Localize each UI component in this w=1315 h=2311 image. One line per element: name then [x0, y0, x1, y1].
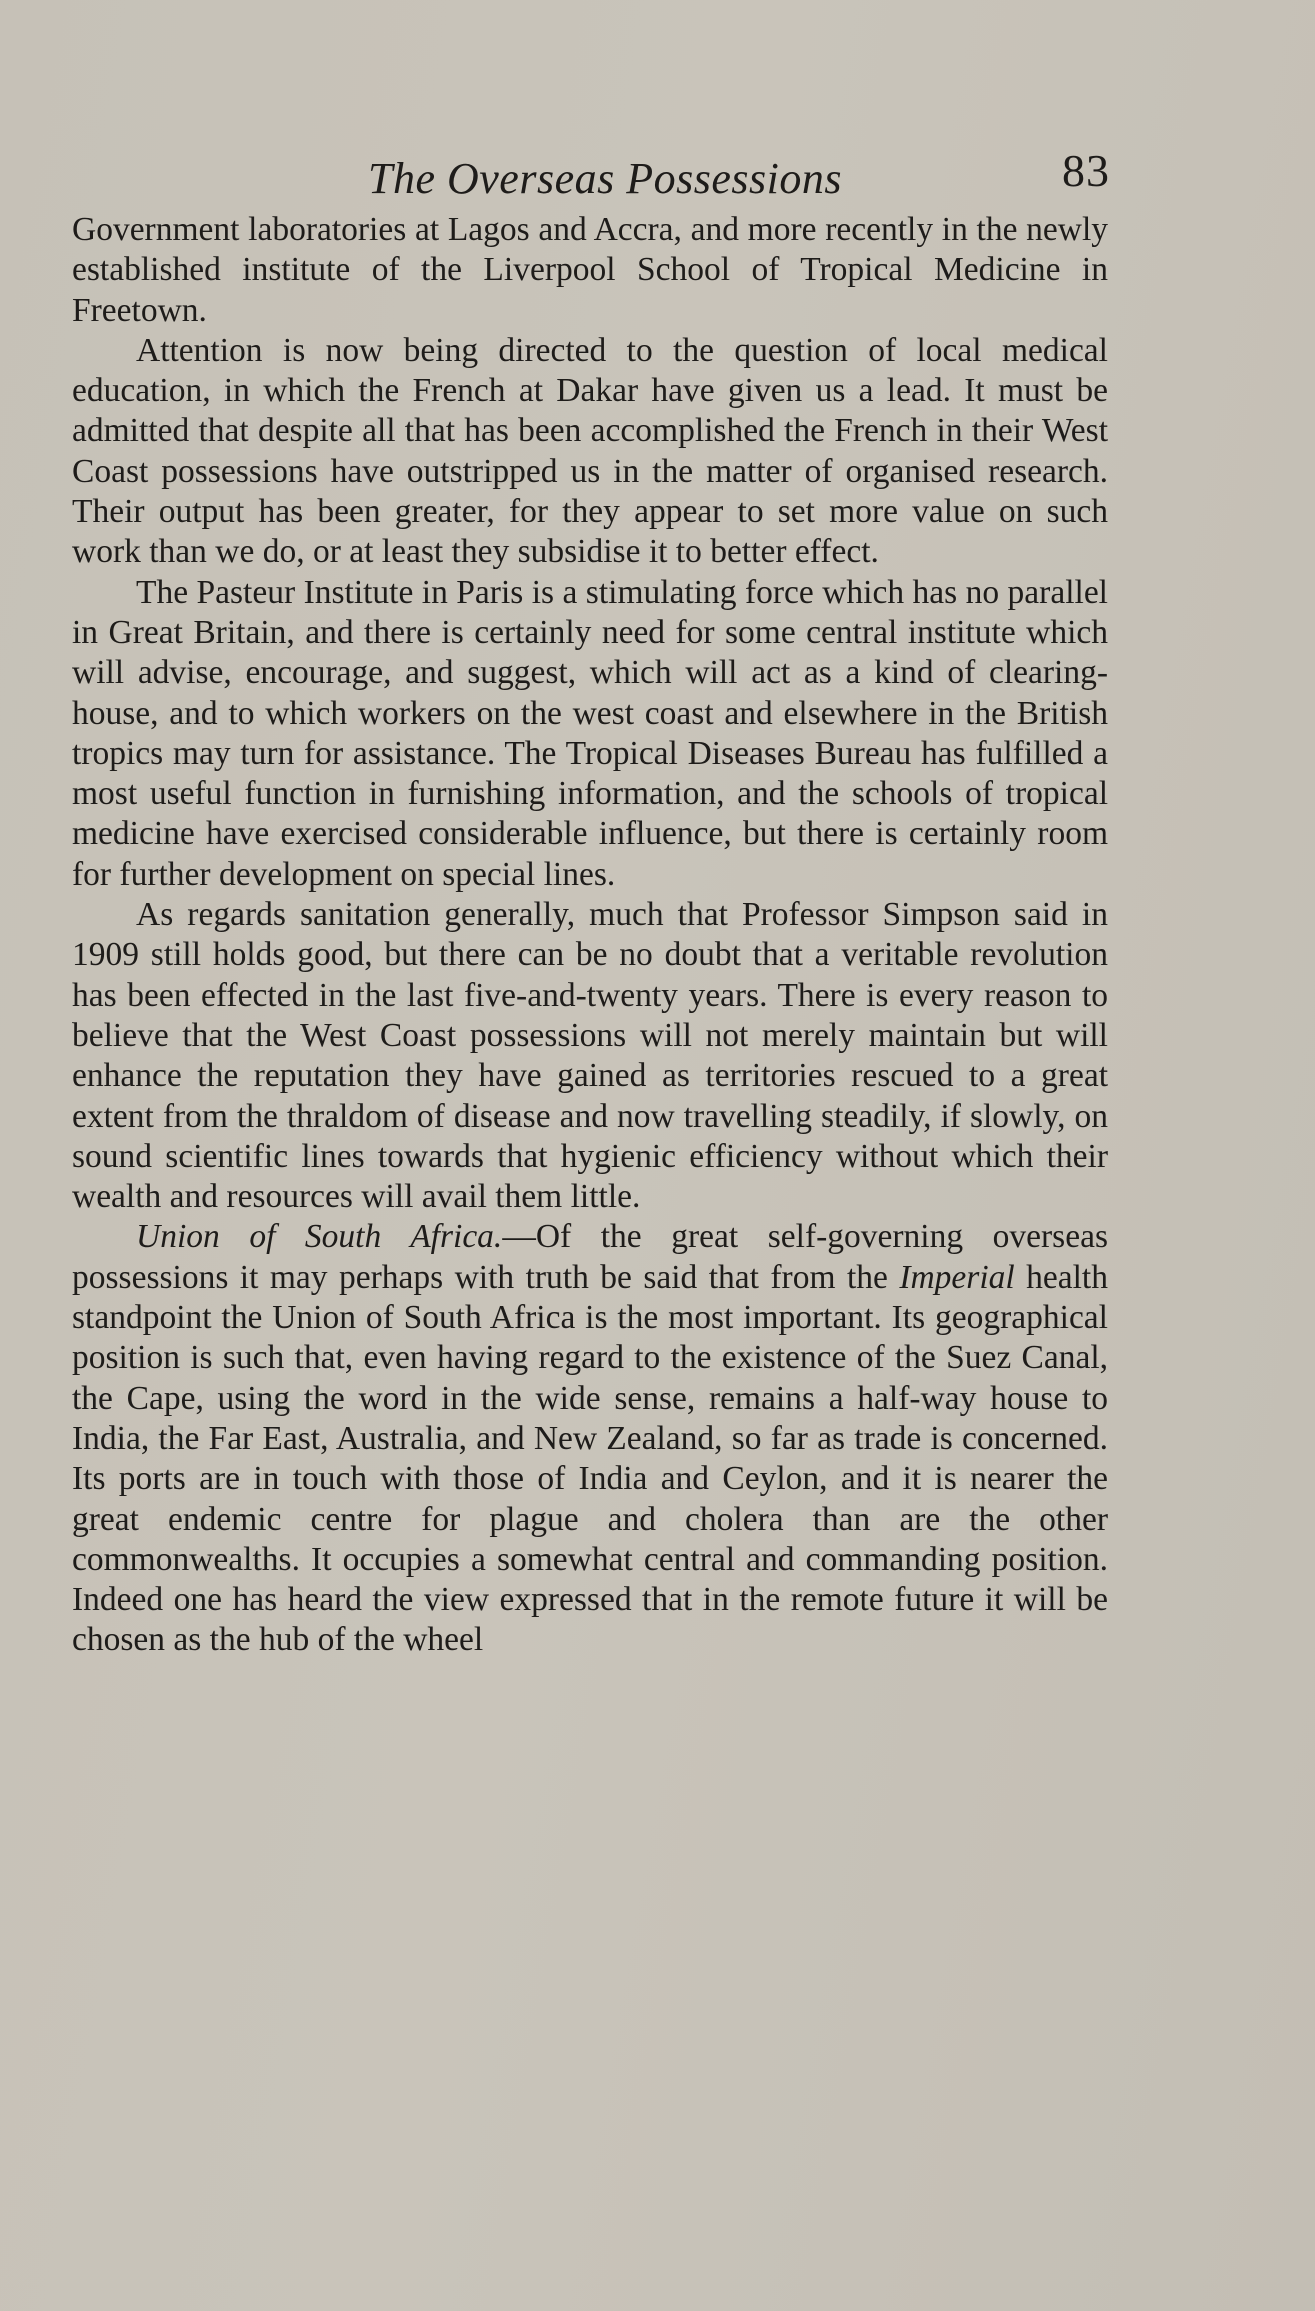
page-number: 83	[1062, 145, 1110, 196]
running-head	[72, 145, 1110, 208]
paragraph-continuation: Government laboratories at Lagos and Accra, and more recently in the newly established institute of the Liverpool School of Tropical Medicine in Freetown.	[72, 211, 1108, 329]
paragraph-sanitation: As regards sanitation generally, much that Professor Simpson said in 1909 still holds good, but there can be no doubt that a veritable revolution has been effected in the last five-and-twenty years. There is every reason to believe that the West Coast possessions will not merely maintain but will enhance the reputation they have gained as territories rescued to a great extent from the thraldom of disease and now travelling steadily, if slowly, on sound scientific lines towards that hygienic efficiency without which their wealth and resources will avail them little.	[72, 896, 1108, 1216]
running-title: The Overseas Possessions	[368, 154, 842, 203]
paragraph-pasteur-institute: The Pasteur Institute in Paris is a stimulating force which has no parallel in Great Britain, and there is certainly need for some central institute which will advise, encourage, and suggest, which will act as a kind of clearing-house, and to which workers on the west coast and elsewhere in the British tropics may turn for assistance. The Tropical Diseases Bureau has fulfilled a most useful function in furnishing information, and the schools of tropical medicine have exercised considerable influence, but there is certainly room for further development on special lines.	[72, 573, 1108, 893]
emphasis-imperial: Imperial	[899, 1258, 1015, 1296]
paragraph-text-part-a: —Of the great self-governing overseas possessions it may perhaps with truth be said that from the	[72, 1218, 1108, 1296]
paragraph-text-part-b: health standpoint the Union of South Africa is the most important. Its geographical position is such that, even having regard to the existence of the Suez Canal, the Cape, using the word in the wide sense, remains a half-way house to India, the Far East, Australia, and New Zealand, so far as trade is concerned. Its ports are in touch with those of India and Ceylon, and it is nearer the great endemic centre for plague and cholera than are the other commonwealths. It occupies a somewhat central and commanding position. Indeed one has heard the view expressed that in the remote future it will be chosen as the hub of the wheel	[72, 1258, 1108, 1659]
section-heading-south-africa: Union of South Africa.	[136, 1218, 503, 1256]
paragraph-medical-education: Attention is now being directed to the question of local medical education, in which the French at Dakar have given us a lead. It must be admitted that despite all that has been accomplished the French in their West Coast possessions have outstripped us in the matter of organised research. Their output has been greater, for they appear to set more value on such work than we do, or at least they subsidise it to better effect.	[72, 331, 1108, 571]
paragraph-south-africa	[72, 1217, 1108, 1660]
body-text	[72, 210, 1108, 1661]
book-page	[72, 145, 1110, 1661]
